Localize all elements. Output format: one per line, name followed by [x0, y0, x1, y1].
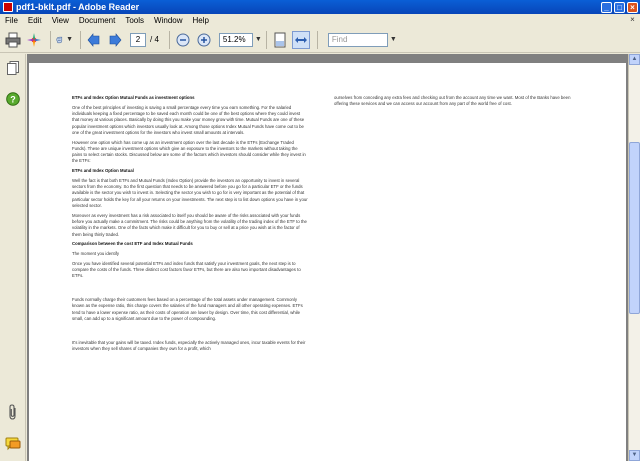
section-heading: ETFs and Index Option Mutual Funds as investment options [72, 95, 195, 100]
right-column [334, 95, 576, 111]
scroll-up-icon[interactable]: ▲ [629, 54, 640, 65]
paragraph: One of the best principles of investing is saving a small percentage every time you earn something. For the salaried individuals keeping a fixed percentage to be saved each month could be one of the best options where they could invest that money at various places. Basically by doing this you make your money grow with time. Mutual Funds are one of these popular investment options which investors usually look at. Among those options Index Mutual Funds have come out to be one of the great investment options for the investors who invest small amounts at intervals. [72, 104, 305, 135]
menu-help[interactable]: Help [192, 16, 209, 25]
svg-text:?: ? [10, 94, 16, 105]
select-tool-dropdown-icon[interactable]: ▼ [66, 36, 73, 43]
zoom-out-icon[interactable] [174, 31, 192, 49]
toolbar-separator [317, 31, 318, 49]
select-tool-icon[interactable] [55, 31, 73, 49]
section-heading: ETFs and Index Option Mutual [72, 168, 134, 174]
find-input[interactable]: Find [328, 33, 388, 47]
spacer [72, 326, 308, 340]
pdf-page [29, 63, 626, 461]
window-title: pdf1-bklt.pdf - Adobe Reader [16, 2, 140, 12]
navigation-pane [0, 54, 26, 461]
menu-document[interactable]: Document [78, 16, 116, 25]
print-icon[interactable] [4, 31, 22, 49]
paragraph: The moment you identify [72, 250, 120, 256]
zoom-in-icon[interactable] [195, 31, 213, 49]
menu-window[interactable]: Window [154, 16, 183, 25]
left-column [72, 95, 308, 356]
paragraph: However one option which has come up as an investment option over the last decade is the ETFs (Exchange Traded Funds). These are unique investment options which give an exposure to the investors to the markets without taking the pains to select certain stocks. Discussed below are some of the factors which investors should consider while they invest in the ETFs: [72, 139, 306, 164]
toolbar-separator [169, 31, 170, 49]
scroll-down-icon[interactable]: ▼ [629, 450, 640, 461]
minimize-button[interactable]: _ [601, 2, 612, 13]
adobe-reader-icon [3, 2, 13, 12]
toolbar-separator [50, 31, 51, 49]
close-document-icon[interactable]: × [630, 15, 635, 24]
toolbar [0, 27, 640, 53]
spacer [72, 283, 308, 297]
paragraph: Once you have identified several potential ETFs and index funds that satisfy your investment goals, the next step is to compare the costs of the funds. Three distinct cost factors favor ETFs, but there are also two important disadvantages to ETFs. [72, 260, 301, 279]
attachments-icon[interactable] [5, 404, 21, 420]
paragraph: Well the fact is that both ETFs and Mutual Funds (Index Option) provide the investors an opportunity to invest in several sectors from the economy. So the first question that needs to be answered before you go for a particular ETF or the funds available is the sector you wish to invest in. Selecting the sector you wish to go for is very important as the potential of that particular sector holds the key for all your returns on your investments. The next step is to list down options you have in your selected sector. [72, 177, 308, 209]
title-bar [0, 0, 640, 14]
toolbar-separator [266, 31, 267, 49]
pages-panel-icon[interactable] [5, 60, 21, 76]
next-page-icon[interactable] [106, 31, 124, 49]
paragraph: Moreover as every investment has a risk associated to itself you should be aware of the risks associated with your funds before you actually make a commitment. The risks could be anything from the volatility of the trading index of the ETF to the volatility in the markets. One of the facts which make it difficult for you to buy or sell at a price you wish at is the factor of them being thinly traded. [72, 212, 307, 237]
page-total: / 4 [150, 35, 159, 44]
help-icon[interactable] [5, 91, 21, 107]
zoom-dropdown-icon[interactable]: ▼ [254, 36, 262, 43]
document-view [27, 54, 628, 461]
zoom-level-input[interactable]: 51.2% [219, 33, 253, 47]
vertical-scrollbar[interactable] [628, 54, 640, 461]
menu-view[interactable]: View [51, 16, 69, 25]
page-number-input[interactable]: 2 [130, 33, 146, 47]
paragraph: It's inevitable that your gains will be taxed. Index funds, especially the actively managed ones, incur taxable events for their investors when they sell shares of companies they own for a profit, which [72, 339, 306, 351]
close-button[interactable]: × [627, 2, 638, 13]
fit-page-icon[interactable] [271, 31, 289, 49]
find-dropdown-icon[interactable]: ▼ [389, 36, 397, 43]
menu-file[interactable]: File [5, 16, 18, 25]
paragraph: Funds normally charge their customers fees based on a percentage of the total assets under management. Commonly known as the expense ratio, this charge covers the salaries of the fund managers and all other operating expenses. ETFs tend to have a lower expense ratio, as their costs of operation are lower by design. Over time, this cost differential, while small, can add up to a significant amount due to the power of compounding. [72, 296, 303, 321]
collaborate-icon[interactable] [25, 31, 43, 49]
comments-icon[interactable] [5, 436, 21, 452]
menu-bar [0, 14, 640, 27]
previous-page-icon[interactable] [85, 31, 103, 49]
scroll-thumb[interactable] [629, 142, 640, 314]
toolbar-separator [80, 31, 81, 49]
paragraph: ourselves from conceding any extra fees and checking out from the account any time we want. Most of the Banks have been offering these services and we can access our account from any part of the world free of cost. [334, 95, 571, 107]
section-heading: Comparison between the cost ETF and Index Mutual Funds [72, 241, 193, 247]
menu-tools[interactable]: Tools [125, 16, 145, 25]
menu-edit[interactable]: Edit [27, 16, 42, 25]
maximize-button[interactable]: □ [614, 2, 625, 13]
fit-width-icon[interactable] [292, 31, 310, 49]
